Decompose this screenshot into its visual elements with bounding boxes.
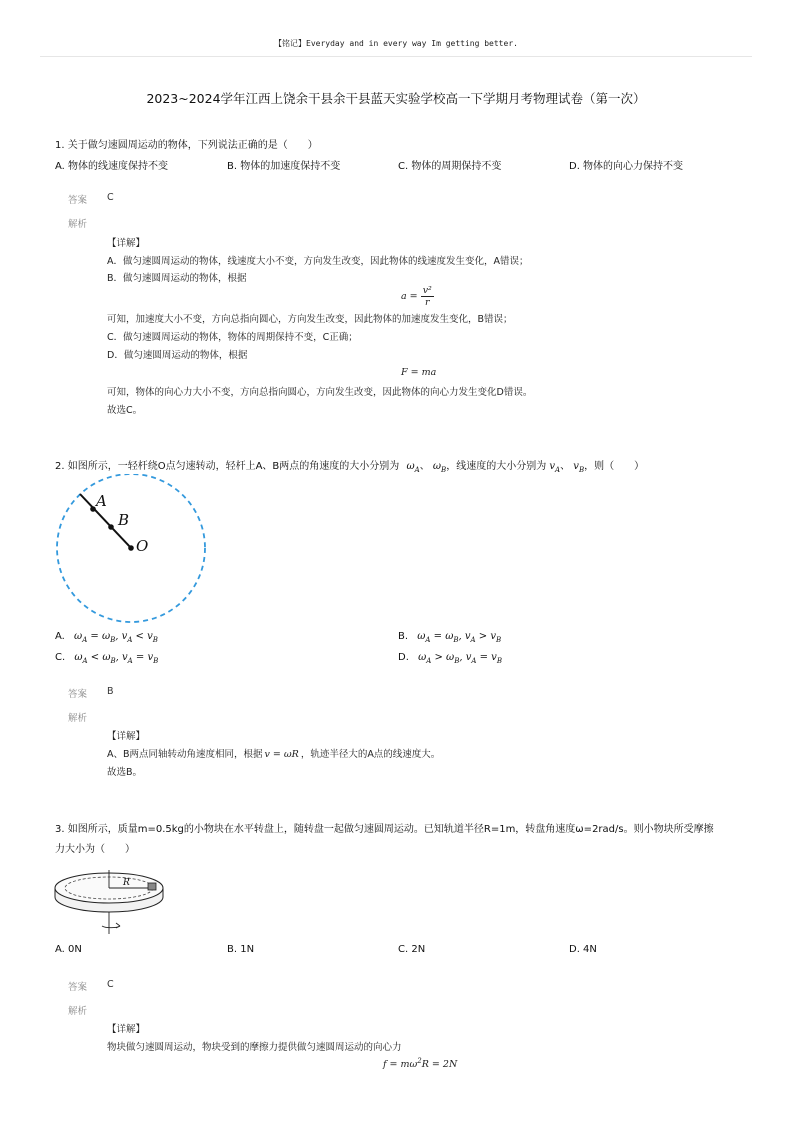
q3-analysis-label: 解析 — [68, 1006, 88, 1017]
q1-analysis-label: 解析 — [68, 219, 88, 230]
q2-line-1-post: ，轨迹半径大的A点的线速度大。 — [300, 749, 441, 760]
q2-sep-1: 、 — [419, 461, 430, 472]
q2-v-b: $v_B$ — [573, 461, 585, 474]
q2-option-d-letter: D. — [398, 652, 409, 663]
q3-stem-line-2: 力大小为（ ） — [55, 844, 135, 855]
q2-option-a-letter: A. — [55, 631, 65, 642]
header-divider — [40, 56, 752, 57]
q3-label-r: R — [123, 878, 130, 888]
q2-option-b-letter: B. — [398, 631, 409, 642]
q2-label-a: A — [96, 492, 107, 510]
q2-sep-2: 、 — [560, 461, 571, 472]
q1-stem: 1. 关于做匀速圆周运动的物体，下列说法正确的是（ ） — [55, 140, 318, 151]
q3-stem-line-1: 3. 如图所示，质量m=0.5kg的小物块在水平转盘上，随转盘一起做匀速圆周运动。已知轨道半径R=1m，转盘角速度ω=2rad/s。则小物块所受摩擦 — [55, 824, 714, 835]
q2-option-c-math: $\omega_A < \omega_B$, $v_A = v_B$ — [74, 652, 159, 665]
q1-option-a: A. 物体的线速度保持不变 — [55, 161, 169, 172]
q2-label-o: O — [136, 537, 149, 555]
q2-option-d-math: $\omega_A > \omega_B$, $v_A = v_B$ — [418, 652, 502, 665]
q1-option-b: B. 物体的加速度保持不变 — [227, 161, 341, 172]
q3-option-c: C. 2N — [398, 944, 426, 955]
q2-stem-post: ，则（ ） — [584, 461, 645, 472]
q1-formula-numerator: v² — [422, 285, 432, 296]
q2-option-d — [398, 652, 502, 665]
q2-point-a — [90, 506, 96, 512]
q2-stem-pre: 2. 如图所示，一轻杆绕O点匀速转动，轻杆上A、B两点的角速度的大小分别为 — [55, 461, 400, 472]
q3-option-a: A. 0N — [55, 944, 82, 955]
q2-answer-label: 答案 — [68, 689, 88, 700]
q1-line-d-conclusion: 可知，物体的向心力大小不变，方向总指向圆心，方向发生改变，因此物体的向心力发生变化D错误。 — [107, 387, 533, 398]
q2-rod-figure — [52, 474, 212, 629]
q1-line-b: B．做匀速圆周运动的物体，根据 — [107, 273, 247, 284]
q2-label-b: B — [118, 511, 130, 529]
q2-detail-heading: 【详解】 — [107, 731, 146, 742]
q2-option-b-math: $\omega_A = \omega_B$, $v_A > v_B$ — [417, 631, 502, 644]
q3-line-1: 物块做匀速圆周运动，物块受到的摩擦力提供做匀速圆周运动的向心力 — [107, 1042, 402, 1053]
q1-line-c: C．做匀速圆周运动的物体，物体的周期保持不变，C正确； — [107, 332, 358, 343]
q2-analysis-label: 解析 — [68, 713, 88, 724]
q3-turntable-figure — [52, 864, 170, 936]
q3-block — [148, 883, 156, 890]
q1-option-d: D. 物体的向心力保持不变 — [569, 161, 684, 172]
q1-formula-fraction — [421, 285, 434, 308]
page-header: 【铭记】Everyday and in every way Im getting better. — [274, 39, 518, 48]
q1-line-a: A．做匀速圆周运动的物体，线速度大小不变，方向发生改变，因此物体的线速度发生变化，A错误； — [107, 256, 529, 267]
q1-answer-value: C — [107, 192, 114, 203]
q3-option-b: B. 1N — [227, 944, 255, 955]
q2-omega-a: $\omega_A$ — [406, 461, 420, 474]
q3-rotation-arrowhead — [116, 923, 120, 928]
q2-line-1-formula: v = ωR — [264, 749, 299, 760]
q2-omega-b: $\omega_B$ — [432, 461, 447, 474]
q2-line-1 — [107, 746, 440, 760]
q3-detail-heading: 【详解】 — [107, 1024, 146, 1035]
q2-line-1-pre: A、B两点同轴转动角速度相同，根据 — [107, 749, 263, 760]
q3-answer-label: 答案 — [68, 982, 88, 993]
q2-option-a — [55, 631, 158, 644]
q1-choice: 故选C。 — [107, 405, 143, 416]
q2-choice: 故选B。 — [107, 767, 143, 778]
q3-option-d: D. 4N — [569, 944, 597, 955]
q2-point-b — [108, 524, 114, 530]
q1-formula-acceleration — [401, 285, 434, 308]
q2-v-a: $v_A$ — [549, 461, 561, 474]
q2-option-c-letter: C. — [55, 652, 66, 663]
q1-formula-force: F = ma — [401, 367, 437, 378]
q2-stem-mid: ，线速度的大小分别为 — [446, 461, 547, 472]
q1-line-d: D．做匀速圆周运动的物体，根据 — [107, 350, 248, 361]
q3-answer-value: C — [107, 979, 114, 990]
q1-detail-heading: 【详解】 — [107, 238, 146, 249]
q3-formula: $f = m\omega^2R = 2N$ — [383, 1057, 458, 1071]
page-title: 2023~2024学年江西上饶余干县余干县蓝天实验学校高一下学期月考物理试卷（第一次） — [146, 91, 646, 106]
q2-stem — [55, 457, 644, 474]
q1-formula-lhs: a = — [401, 291, 418, 302]
q2-point-o — [128, 545, 134, 551]
q2-answer-value: B — [107, 686, 114, 697]
q2-option-a-math: $\omega_A = \omega_B$, $v_A < v_B$ — [74, 631, 158, 644]
q2-option-b — [398, 631, 501, 644]
q1-formula-denominator: r — [425, 297, 430, 308]
q2-option-c — [55, 652, 158, 665]
q1-answer-label: 答案 — [68, 195, 88, 206]
q1-option-c: C. 物体的周期保持不变 — [398, 161, 502, 172]
q1-line-b-conclusion: 可知，加速度大小不变，方向总指向圆心，方向发生改变，因此物体的加速度发生变化，B错误； — [107, 314, 513, 325]
